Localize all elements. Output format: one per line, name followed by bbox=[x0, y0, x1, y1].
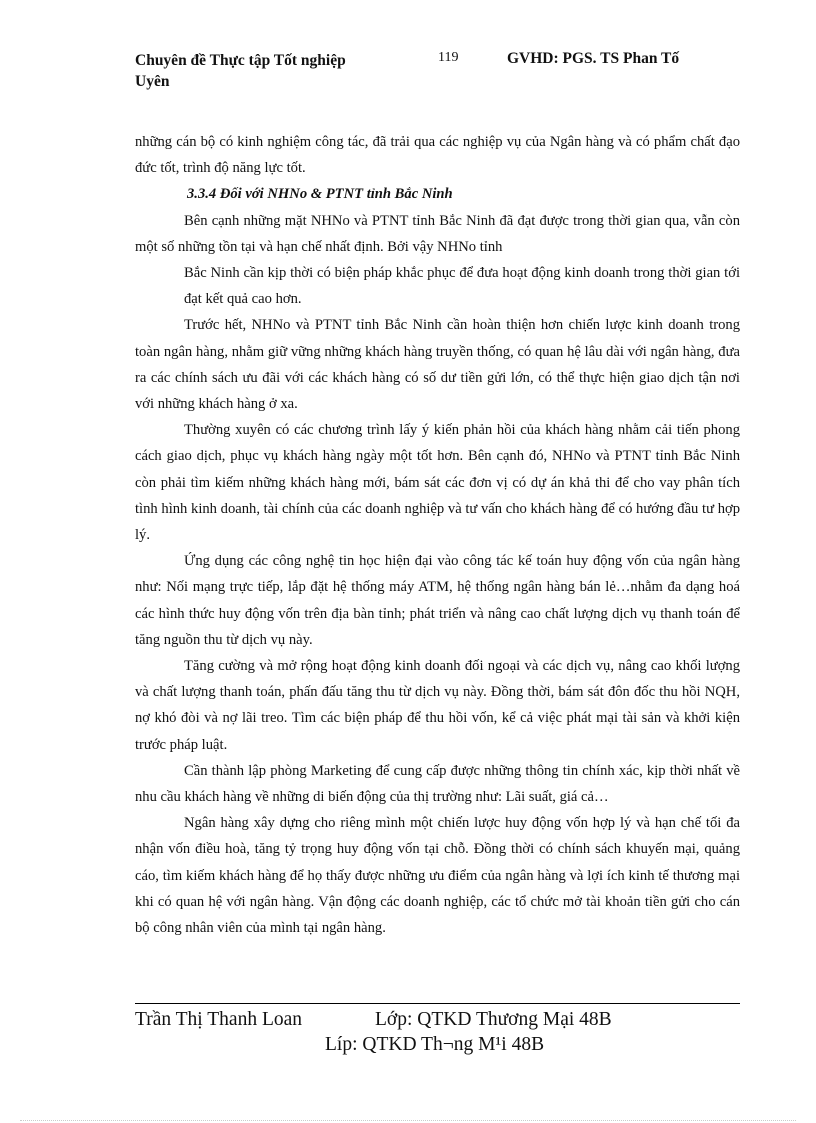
paragraph-technology: Ứng dụng các công nghệ tin học hiện đại vào công tác kế toán huy động vốn của ngân hàng như: Nối mạng trực tiếp, lắp đặt hệ thống máy ATM, hệ thống ngân hàng bán lẻ…nhằm đa dạng hoá các hình thức huy động vốn trên địa bàn tỉnh; phát triển và nâng cao chất lượng dịch vụ thanh toán để tăng nguồn thu từ dịch vụ này. bbox=[135, 553, 740, 648]
paragraph-marketing: Cần thành lập phòng Marketing để cung cấp được những thông tin chính xác, kịp thời nhất về nhu cầu khách hàng về những di biến động của thị trường như: Lãi suất, giá cả… bbox=[135, 762, 740, 806]
page-edge-divider bbox=[20, 1120, 796, 1121]
paragraph-capital: Ngân hàng xây dựng cho riêng mình một chiến lược huy động vốn hợp lý và hạn chế tối đa nhận vốn điều hoà, tăng tỷ trọng huy động vốn tại chỗ. Đồng thời có chính sách khuyến mại, quảng cáo, tìm kiếm khách hàng để họ thấy được những ưu điểm của ngân hàng và lợi ích kinh tế thương mại khi có quan hệ với ngân hàng. Vận động các doanh nghiệp, các tổ chức mở tài khoản tiền gửi cho cán bộ công nhân viên của mình tại ngân hàng. bbox=[135, 815, 740, 937]
section-heading: 3.3.4 Đối với NHNo & PTNT tỉnh Bắc Ninh bbox=[187, 186, 453, 203]
page-header bbox=[135, 50, 740, 94]
paragraph-strategy: Trước hết, NHNo và PTNT tỉnh Bắc Ninh cần hoàn thiện hơn chiến lược kinh doanh trong toàn ngân hàng, nhằm giữ vững những khách hàng truyền thống, có quan hệ lâu dài với ngân hàng, đưa ra các chính sách ưu đãi với các khách hàng có số dư tiền gửi lớn, có thể thực hiện giao dịch tận nơi với những khách hàng ở xa. bbox=[135, 317, 740, 413]
footer-divider bbox=[135, 1003, 740, 1004]
paragraph-intro-continued: Bắc Ninh cần kịp thời có biện pháp khắc phục để đưa hoạt động kinh doanh trong thời gian tới đạt kết quả cao hơn. bbox=[184, 265, 740, 308]
report-title-line1: Chuyên đề Thực tập Tốt nghiệp bbox=[135, 52, 346, 69]
page-footer bbox=[135, 1009, 612, 1031]
paragraph-feedback: Thường xuyên có các chương trình lấy ý kiến phản hồi của khách hàng nhằm cải tiến phong cách giao dịch, phục vụ khách hàng ngày một tốt hơn. Bên cạnh đó, NHNo và PTNT tỉnh Bắc Ninh còn phải tìm kiếm những khách hàng mới, bám sát các đơn vị có dự án khả thi để cho vay phân tích tình hình kinh doanh, tài chính của các doanh nghiệp và tư vấn cho khách hàng để có hướng đầu tư hợp lý. bbox=[135, 422, 740, 544]
report-title-line2: Uyên bbox=[135, 73, 170, 90]
paragraph-services: Tăng cường và mở rộng hoạt động kinh doanh đối ngoại và các dịch vụ, nâng cao khối lượng và chất lượng thanh toán, phấn đấu tăng thu từ dịch vụ này. Đồng thời, bám sát đôn đốc thu hồi NQH, nợ khó đòi và nợ lãi treo. Tìm các biện pháp để thu hồi vốn, kể cả việc phát mại tài sản và khởi kiện trước pháp luật. bbox=[135, 658, 740, 753]
document-body bbox=[135, 129, 740, 941]
paragraph-continued: những cán bộ có kinh nghiệm công tác, đã trải qua các nghiệp vụ của Ngân hàng và có phẩm chất đạo đức tốt, trình độ năng lực tốt. bbox=[135, 134, 740, 177]
page-number: 119 bbox=[438, 50, 459, 65]
supervisor-label: GVHD: PGS. TS Phan Tố bbox=[507, 50, 680, 67]
paragraph-intro: Bên cạnh những mặt NHNo và PTNT tỉnh Bắc Ninh đã đạt được trong thời gian qua, vẫn còn một số những tồn tại và hạn chế nhất định. Bởi vậy NHNo tỉnh bbox=[135, 212, 740, 255]
report-title bbox=[135, 50, 415, 92]
footer-class: Lớp: QTKD Thương Mại 48B bbox=[375, 1009, 612, 1030]
footer-author: Trần Thị Thanh Loan bbox=[135, 1009, 303, 1030]
footer-class-garbled: Líp: QTKD Th¬ng M¹i 48B bbox=[325, 1034, 545, 1055]
